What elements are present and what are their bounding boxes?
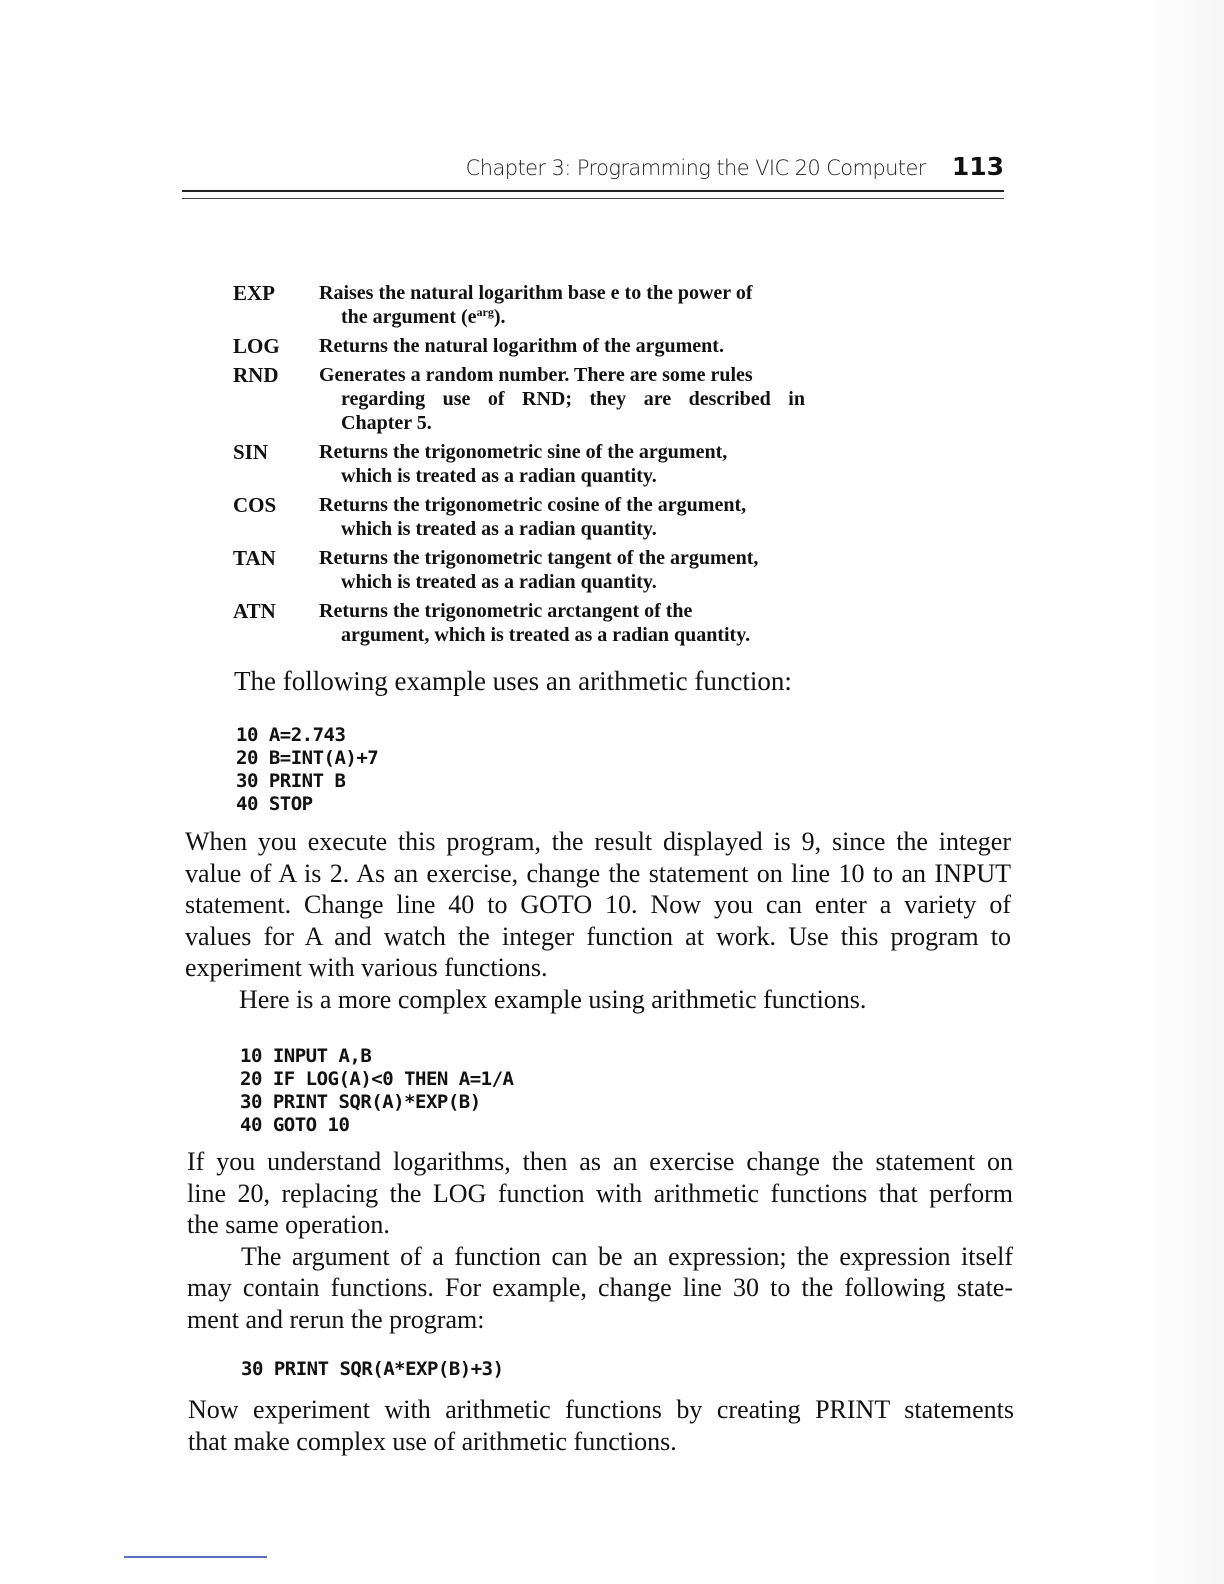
description-line: Returns the trigonometric sine of the argument, [319,441,728,463]
code-line: 30 PRINT SQR(A)*EXP(B) [240,1091,481,1113]
code-line: 40 GOTO 10 [240,1114,350,1136]
function-row-tan [233,546,833,594]
text-line: When you execute this program, the result displayed is 9, since the integer [185,827,1011,856]
code-line: 30 PRINT B [236,770,346,792]
function-name: ATN [233,599,276,623]
paragraph-3 [188,1394,1014,1457]
description-line: which is treated as a radian quantity. [341,465,657,487]
description-line: which is treated as a radian quantity. [341,518,657,540]
description-line: Chapter 5. [341,412,432,434]
function-description [319,334,819,358]
paragraph-1 [185,826,1011,1015]
text-line: Now experiment with arithmetic functions by creating PRINT statements [188,1395,1014,1424]
code-listing-1 [236,724,378,816]
function-description [319,599,819,647]
description-line: Returns the trigonometric arctangent of the [319,600,693,622]
text-line: may contain functions. For example, change line 30 to the following state- [187,1273,1013,1302]
text-line: line 20, replacing the LOG function with arithmetic functions that perform [187,1178,1013,1208]
intro-sentence: The following example uses an arithmetic function: [234,666,792,696]
function-name: EXP [233,281,275,305]
text-line: experiment with various functions. [185,953,548,982]
description-line: argument, which is treated as a radian quantity. [341,624,751,646]
scan-edge-line [124,1556,267,1558]
description-line: Raises the natural logarithm base e to the power of [319,282,753,304]
description-line: Returns the trigonometric tangent of the argument, [319,547,759,569]
page-edge-shade [1134,0,1224,1584]
function-row-exp [233,281,833,329]
function-row-log [233,334,833,358]
function-row-sin [233,440,833,488]
text-line: that make complex use of arithmetic functions. [188,1426,677,1456]
code-line: 10 A=2.743 [236,724,346,746]
description-line: which is treated as a radian quantity. [341,571,657,593]
text-line: Here is a more complex example using arithmetic functions. [239,984,867,1014]
text-line: the same operation. [187,1210,390,1239]
page-number: 113 [951,152,1004,181]
code-line: 40 STOP [236,793,313,815]
function-description [319,546,819,594]
text-line: The argument of a function can be an expression; the expression itself [241,1241,1013,1271]
function-row-cos [233,493,833,541]
code-listing-2 [240,1045,513,1137]
code-listing-3 [241,1358,504,1381]
function-name: TAN [233,546,276,570]
function-name: LOG [233,334,280,358]
function-description [319,493,819,541]
function-name: SIN [233,440,269,464]
function-name: COS [233,493,277,517]
description-text: ). [493,306,506,328]
chapter-title: Chapter 3: Programming the VIC 20 Computer [465,156,926,180]
text-line: statement. Change line 40 to GOTO 10. Now you can enter a variety of [185,890,1011,919]
text-line: If you understand logarithms, then as an exercise change the statement on [187,1147,1013,1176]
description-line: Returns the trigonometric cosine of the argument, [319,494,747,516]
description-line: Generates a random number. There are some rules [319,364,753,386]
code-line: 20 IF LOG(A)<0 THEN A=1/A [240,1068,514,1090]
function-description [319,363,819,435]
paragraph-2 [187,1146,1013,1335]
function-name: RND [233,363,279,387]
header-rule-bottom [182,198,1004,199]
description-text: the argument (e [341,306,477,328]
function-description [319,281,819,329]
text-line: value of A is 2. As an exercise, change the statement on line 10 to an INPUT [185,858,1011,888]
text-line: values for A and watch the integer function at work. Use this program to [185,921,1011,951]
header-rule-top [182,190,1004,192]
description-line [319,305,819,329]
running-header [182,152,1004,188]
description-line: Returns the natural logarithm of the argument. [319,335,724,357]
function-list [233,281,833,652]
code-line: 20 B=INT(A)+7 [236,747,379,769]
function-description [319,440,819,488]
code-line: 30 PRINT SQR(A*EXP(B)+3) [241,1358,504,1380]
code-line: 10 INPUT A,B [240,1045,372,1067]
function-row-rnd [233,363,833,435]
text-line: ment and rerun the program: [187,1304,485,1334]
description-line: regarding use of RND; they are described in [341,388,805,410]
function-row-atn [233,599,833,647]
superscript: arg [476,305,494,319]
